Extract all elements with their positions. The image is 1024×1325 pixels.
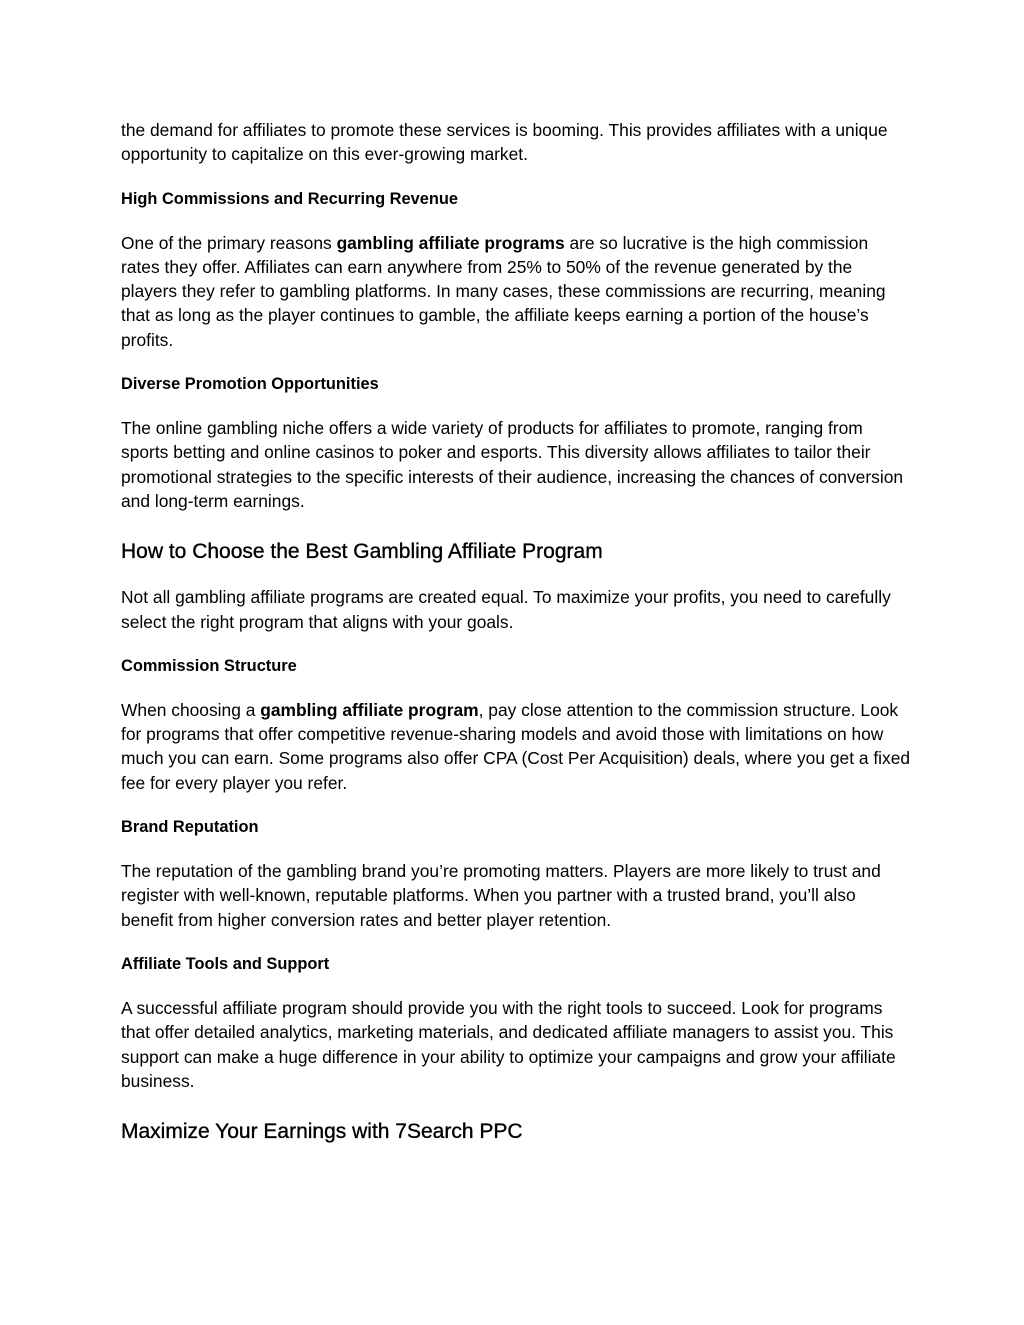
paragraph-diverse-promotion: The online gambling niche offers a wide variety of products for affiliates to promote, ranging from sports betting and online casinos to poker and esports. This diversity allows affiliates to tailor their promotional strategies to the specific interests of their audience, increasing the chances of conversion and long-term earnings.	[121, 418, 904, 511]
paragraph-commissions-text-1: One of the primary reasons	[121, 232, 337, 253]
heading-commission-structure: Commission Structure	[121, 656, 297, 675]
paragraph-structure-text-1: When choosing a	[121, 699, 261, 720]
heading-how-to-choose: How to Choose the Best Gambling Affiliate Program	[121, 540, 603, 564]
heading-brand-reputation: Brand Reputation	[121, 818, 259, 837]
paragraph-commissions-bold: gambling affiliate programs	[336, 232, 565, 253]
heading-high-commissions: High Commissions and Recurring Revenue	[121, 189, 458, 208]
heading-affiliate-tools: Affiliate Tools and Support	[121, 954, 330, 973]
paragraph-commissions-text-2: are so lucrative is the high commission rates they offer. Affiliates can earn anywhere from 25% to 50% of the revenue generated by the players they refer to gambling platforms. In many cases, these commissions are recurring, meaning that as long as the player continues to gamble, the affiliate keeps earning a portion of the house’s profits.	[121, 232, 886, 350]
heading-diverse-promotion: Diverse Promotion Opportunities	[121, 375, 379, 394]
paragraph-commissions	[121, 231, 911, 352]
paragraph-affiliate-tools: A successful affiliate program should provide you with the right tools to succeed. Look for programs that offer detailed analytics, marketing materials, and dedicated affiliate managers to assist you. This support can make a huge difference in your ability to optimize your campaigns and grow your affiliate business.	[121, 997, 896, 1091]
paragraph-structure-bold: gambling affiliate program	[260, 699, 479, 720]
document-page	[121, 118, 911, 1146]
paragraph-intro: the demand for affiliates to promote these services is booming. This provides affiliates with a unique opportunity to capitalize on this ever-growing market.	[121, 120, 888, 165]
paragraph-structure-text-2: , pay close attention to the commission structure. Look for programs that offer competitive revenue-sharing models and avoid those with limitations on how much you can earn. Some programs also offer CPA (Cost Per Acquisition) deals, where you get a fixed fee for every player you refer.	[121, 699, 911, 793]
paragraph-brand-reputation: The reputation of the gambling brand you’re promoting matters. Players are more likely to trust and register with well-known, reputable platforms. When you partner with a trusted brand, you’ll also benefit from higher conversion rates and better player retention.	[121, 861, 881, 930]
heading-maximize-earnings: Maximize Your Earnings with 7Search PPC	[121, 1120, 523, 1144]
paragraph-how-to-choose: Not all gambling affiliate programs are created equal. To maximize your profits, you need to carefully select the right program that aligns with your goals.	[121, 587, 891, 632]
paragraph-commission-structure	[121, 698, 911, 795]
